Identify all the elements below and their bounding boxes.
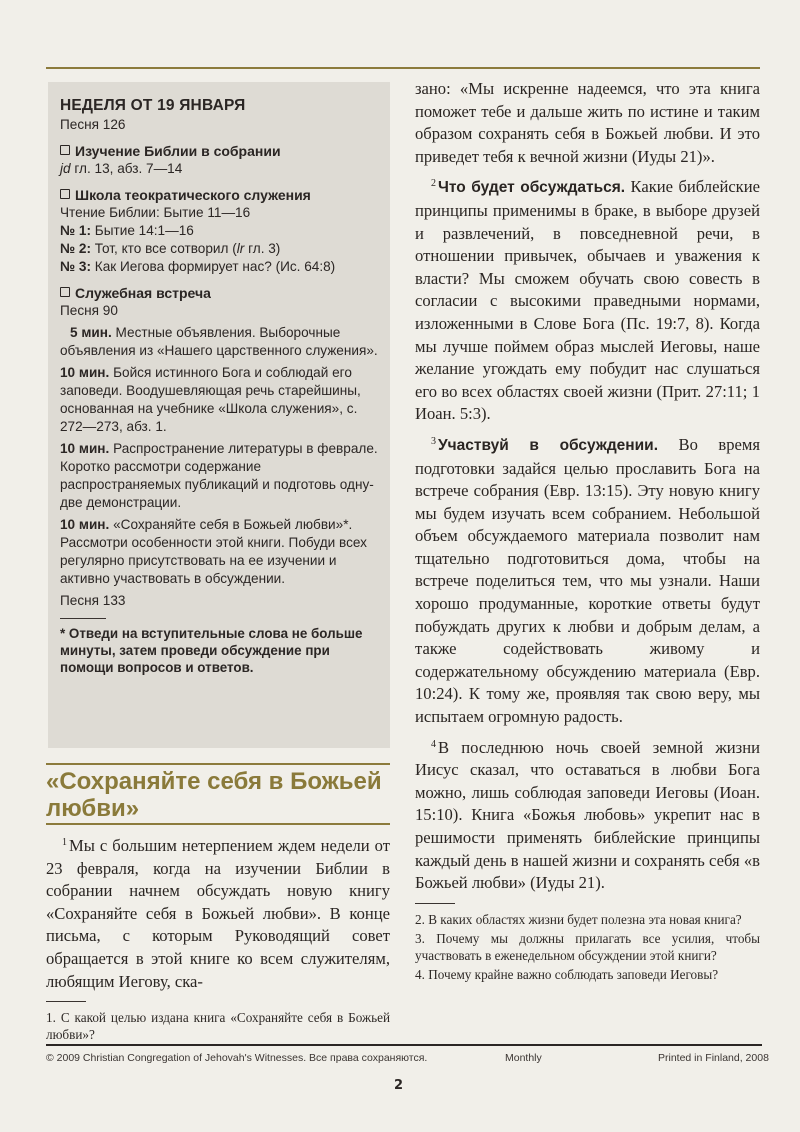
printed-info: Printed in Finland, 2008 [658, 1052, 769, 1064]
copyright: © 2009 Christian Congregation of Jehovah's Witnesses. Все права сохраняются. [46, 1052, 428, 1064]
title-rule-top [46, 763, 390, 765]
service-item: 10 мин. Распространение литературы в феврале. Коротко рассмотри содержание распространяемых публикаций и подготовь одну-две демонстрации. [60, 441, 378, 510]
school-item: № 2: Тот, кто все сотворил (lr гл. 3) [60, 241, 281, 256]
paragraph-4: $^4$ В последнюю ночь своей земной жизни Иисус сказал, что оставаться в любви Бога можно, лишь соблюдая заповеди Иеговы (Иоан. 15:10). Книга «Божья любовь» укрепит нас в решимости применять библейские принципы каждый день в нашей жизни и сохранять себя «в Божьей любви» (Иуды 21). [415, 737, 760, 893]
school-item: № 3: Как Иегова формирует нас? (Ис. 64:8) [60, 259, 336, 274]
service-section [60, 284, 378, 610]
school-heading: Школа теократического служения [75, 187, 311, 203]
publication-abbr: jd [60, 161, 71, 176]
questions-divider [415, 903, 455, 904]
question-1: 1. С какой целью издана книга «Сохраняйте себя в Божьей любви»? [46, 1010, 390, 1042]
frequency: Monthly [505, 1052, 542, 1064]
checkbox-icon [60, 145, 70, 155]
article-title: «Сохраняйте себя в Божьей любви» [46, 768, 382, 822]
school-section [60, 186, 378, 276]
schedule-box [48, 82, 390, 748]
paragraph-3: $^3$ Участвуй в обсуждении. Во время подготовки задайся целью прославить Бога на встрече собрания (Евр. 13:15). Эту новую книгу мы будем изучать всем собранием. Небольшой объем обсуждаемого материала позволит нам тщательно подготовиться дома, чтобы на встрече поделиться тем, что мы узнали. Наши хорошо продуманные, короткие ответы будут побуждать других к любви и добрым делам, а также содействовать живому и содержательному обсуждению материала (Евр. 10:24). К тому же, проявляя так свою веру, мы испытаем огромную радость. [415, 434, 760, 727]
service-item: 10 мин. «Сохраняйте себя в Божьей любви»*. Рассмотри особенности этой книги. Побуди всех регулярно присутствовать на ее изучении и активно участвовать в обсуждении. [60, 517, 367, 586]
bible-reading: Чтение Библии: Бытие 11—16 [60, 205, 251, 220]
bible-study-heading: Изучение Библии в собрании [75, 143, 281, 159]
service-item: 10 мин. Бойся истинного Бога и соблюдай его заповеди. Воодушевляющая речь старейшины, основанная на учебнике «Школа служения», с. 272—273, абз. 1. [60, 365, 361, 434]
page-number: 2 [394, 1078, 404, 1093]
closing-song: Песня 133 [60, 593, 126, 608]
question-3: 3. Почему мы должны прилагать все усилия, чтобы участвовать в еженедельном обсуждении этой книги? [415, 931, 760, 963]
left-column-body [46, 832, 390, 1046]
note-divider [60, 618, 106, 619]
right-column-body [415, 78, 760, 987]
service-song: Песня 90 [60, 303, 118, 318]
schedule-title: НЕДЕЛЯ ОТ 19 ЯНВАРЯ [60, 97, 246, 114]
footnote: * Отведи на вступительные слова не больше минуты, затем проведи обсуждение при помощи вопросов и ответов. [60, 626, 363, 675]
footer-rule [46, 1044, 762, 1046]
service-item: 5 мин. Местные объявления. Выборочные объявления из «Нашего царственного служения». [60, 325, 378, 358]
question-2: 2. В каких областях жизни будет полезна эта новая книга? [415, 911, 742, 927]
bible-study-ref: гл. 13, абз. 7—14 [70, 161, 183, 176]
checkbox-icon [60, 287, 70, 297]
top-rule [46, 67, 760, 69]
paragraph-1: $^1$ Мы с большим нетерпением ждем недели от 23 февраля, когда на изучении Библии в собрании начнем обсуждать новую книгу «Сохраняйте себя в Божьей любви». В конце письма, с которым Руководящий совет обращается в этой книге ко всем служителям, любящим Иегову, ска- [46, 836, 390, 991]
questions-divider [46, 1001, 86, 1002]
checkbox-icon [60, 189, 70, 199]
service-heading: Служебная встреча [75, 285, 211, 301]
paragraph-1-continued: зано: «Мы искренне надеемся, что эта книга поможет тебе и дальше жить по истине и таким образом сохранять себя в Божьей любви. И это приведет тебя к вечной жизни (Иуды 21)». [415, 79, 760, 166]
title-rule-bottom [46, 823, 390, 825]
paragraph-2: $^2$ Что будет обсуждаться. Какие библейские принципы применимы в браке, в выборе друзей и развлечений, в повседневной речи, в отношении привычек, обычаев и уважения к власти? Мы сможем обучать свою совесть в согласии с высокими праведными нормами, изложенными в Слове Бога (Пс. 19:7, 8). Когда мы лучше поймем образ мыслей Иеговы, наше желание угождать ему побудит нас слушаться его во всех областях своей жизни (Прит. 27:11; 1 Иоан. 5:3). [415, 177, 760, 424]
opening-song: Песня 126 [60, 117, 126, 132]
question-4: 4. Почему крайне важно соблюдать заповеди Иеговы? [415, 967, 719, 983]
bible-study-section [60, 142, 378, 178]
school-item: № 1: Бытие 14:1—16 [60, 223, 194, 238]
